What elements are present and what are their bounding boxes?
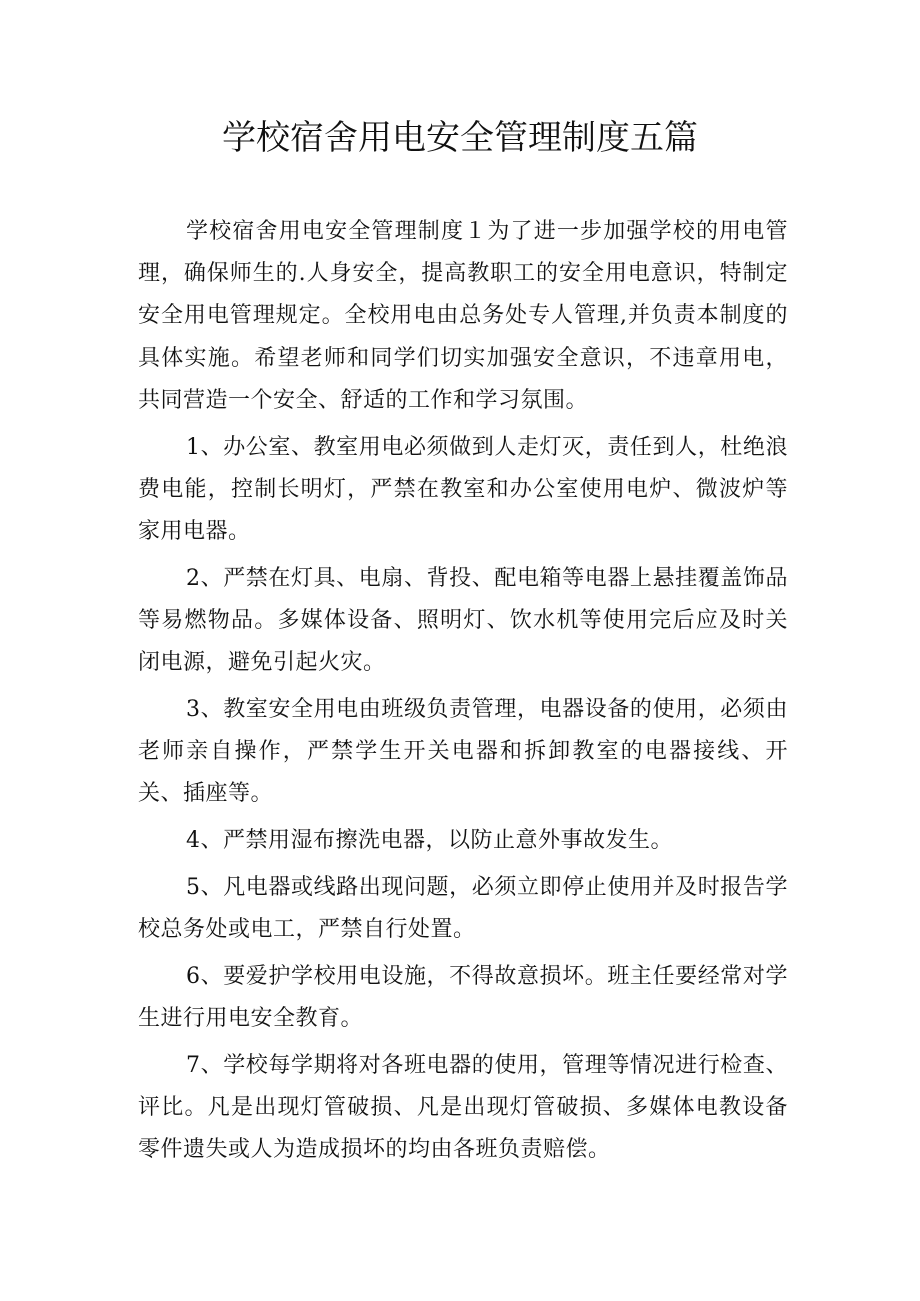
- paragraph-rule-6: 6、要爱护学校用电设施，不得故意损坏。班主任要经常对学生进行用电安全教育。: [138, 964, 788, 1032]
- paragraph-rule-5: 5、凡电器或线路出现问题，必须立即停止使用并及时报告学校总务处或电工，严禁自行处置。: [138, 875, 788, 943]
- paragraph-rule-7: 7、学校每学期将对各班电器的使用，管理等情况进行检查、评比。凡是出现灯管破损、凡是出现灯管破损、多媒体电教设备零件遗失或人为造成损坏的均由各班负责赔偿。: [138, 1053, 788, 1163]
- paragraph-rule-2: 2、严禁在灯具、电扇、背投、配电箱等电器上悬挂覆盖饰品等易燃物品。多媒体设备、照明灯、饮水机等使用完后应及时关闭电源，避免引起火灾。: [138, 565, 788, 676]
- paragraph-rule-4: 4、严禁用湿布擦洗电器，以防止意外事故发生。: [186, 828, 673, 854]
- paragraph-rule-1: 1、办公室、教室用电必须做到人走灯灭，责任到人，杜绝浪费电能，控制长明灯，严禁在教室和办公室使用电炉、微波炉等家用电器。: [138, 434, 788, 545]
- document-body: [138, 211, 788, 1172]
- paragraph-intro: 学校宿舍用电安全管理制度１为了进一步加强学校的用电管理，确保师生的.人身安全，提高教职工的安全用电意识，特制定安全用电管理规定。全校用电由总务处专人管理,并负责本制度的具体实施。希望老师和同学们切实加强安全意识，不违章用电，共同营造一个安全、舒适的工作和学习氛围。: [138, 219, 788, 413]
- paragraph-rule-3: 3、教室安全用电由班级负责管理，电器设备的使用，必须由老师亲自操作，严禁学生开关电器和拆卸教室的电器接线、开关、插座等。: [138, 697, 788, 807]
- document-title: 学校宿舍用电安全管理制度五篇: [222, 118, 698, 158]
